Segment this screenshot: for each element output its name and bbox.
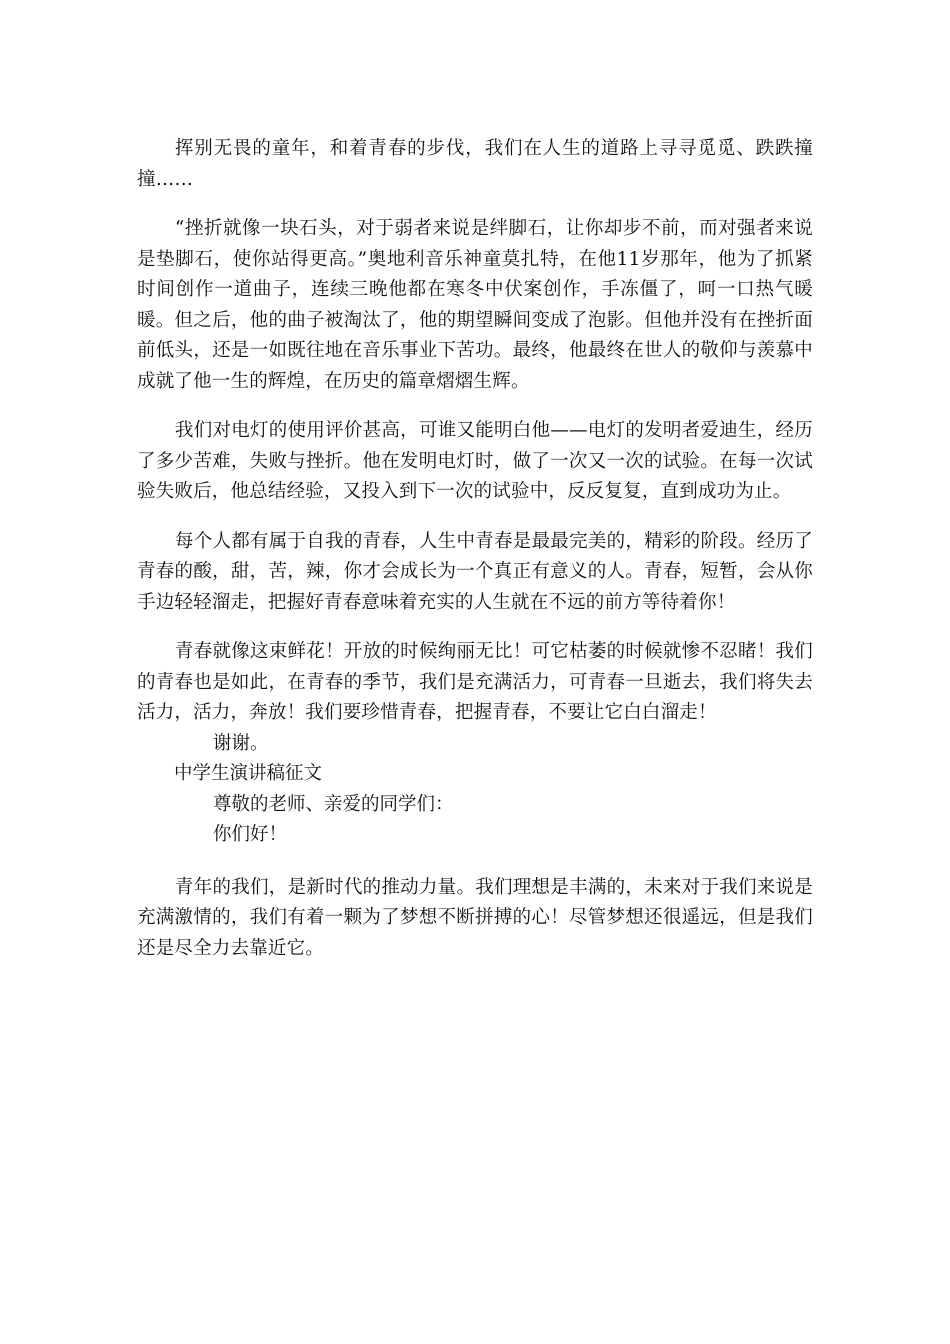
paragraph-youth: 每个人都有属于自我的青春，人生中青春是最最完美的，精彩的阶段。经历了青春的酸，甜，苦，辣，你才会成长为一个真正有意义的人。青春，短暂，会从你手边轻轻溜走，把握好青春意味着充实的人生就在不远的前方等待着你！ — [137, 530, 813, 613]
document-body — [137, 134, 813, 964]
salutation-line: 尊敬的老师、亲爱的同学们： — [213, 793, 454, 815]
paragraph-edison: 我们对电灯的使用评价甚高，可谁又能明白他——电灯的发明者爱迪生，经历了多少苦难，失败与挫折。他在发明电灯时，做了一次又一次的试验。在每一次试验失败后，他总结经验，又投入到下一次的试验中，反反复复，直到成功为止。 — [137, 420, 813, 502]
section-title: 中学生演讲稿征文 — [174, 763, 323, 784]
greeting-line: 你们好！ — [213, 824, 288, 845]
paragraph-intro: 挥别无畏的童年，和着青春的步伐，我们在人生的道路上寻寻觅觅、跌跌撞撞…… — [137, 138, 813, 190]
paragraph-dreams: 青年的我们，是新时代的推动力量。我们理想是丰满的，未来对于我们来说是充满激情的，我们有着一颗为了梦想不断拼搏的心！尽管梦想还很遥远，但是我们还是尽全力去靠近它。 — [137, 876, 813, 959]
paragraph-flower: 青春就像这束鲜花！开放的时候绚丽无比！可它枯萎的时候就惨不忍睹！我们的青春也是如此，在青春的季节，我们是充满活力，可青春一旦逝去，我们将失去活力，活力，奔放！我们要珍惜青春，把握青春，不要让它白白溜走！ — [137, 641, 813, 723]
thanks-line: 谢谢。 — [213, 732, 269, 754]
paragraph-mozart: “挫折就像一块石头，对于弱者来说是绊脚石，让你却步不前，而对强者来说是垫脚石，使你站得更高。”奥地利音乐神童莫扎特，在他11岁那年，他为了抓紧时间创作一道曲子，连续三晚他都在寒冬中伏案创作，手冻僵了，呵一口热气暖暖。但之后，他的曲子被淘汰了，他的期望瞬间变成了泡影。但他并没有在挫折面前低头，还是一如既往地在音乐事业下苦功。最终，他最终在世人的敬仰与羡慕中成就了他一生的辉煌，在历史的篇章熠熠生辉。 — [137, 218, 813, 392]
